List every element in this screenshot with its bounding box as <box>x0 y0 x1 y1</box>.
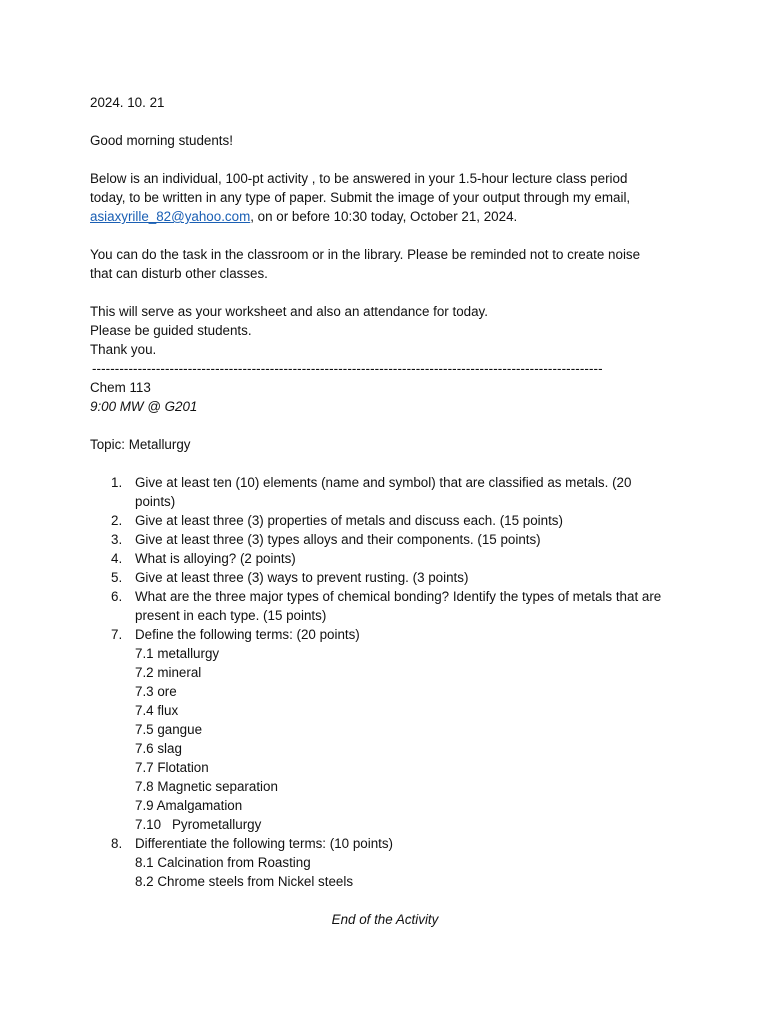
list-item <box>90 834 670 891</box>
differentiate-item: 8.2 Chrome steels from Nickel steels <box>135 874 354 889</box>
document-date: 2024. 10. 21 <box>90 95 165 110</box>
term-item: 7.2 mineral <box>135 665 202 680</box>
item-number: 6. <box>111 589 123 604</box>
term-item: 7.4 flux <box>135 703 179 718</box>
location-line-1: You can do the task in the classroom or in the library. Please be reminded not to create noise <box>90 247 641 262</box>
end-of-activity: End of the Activity <box>331 912 439 927</box>
term-item: 7.3 ore <box>135 684 177 699</box>
item-text: What is alloying? (2 points) <box>135 551 296 566</box>
separator-line: ---------------------------------------------------------------------------------------------------------------- <box>92 361 603 376</box>
intro-line-3-rest: , on or before 10:30 today, October 21, 2024. <box>250 209 518 224</box>
term-item: 7.9 Amalgamation <box>135 798 243 813</box>
item-number: 5. <box>111 570 123 585</box>
term-item: 7.6 slag <box>135 741 182 756</box>
course-code: Chem 113 <box>90 380 151 395</box>
list-item <box>90 511 670 530</box>
class-schedule: 9:00 MW @ G201 <box>90 399 198 414</box>
location-line-2: that can disturb other classes. <box>90 266 268 281</box>
intro-line-1: Below is an individual, 100-pt activity , to be answered in your 1.5-hour lecture class period <box>90 171 628 186</box>
closing-paragraph <box>90 302 680 359</box>
item-text: Give at least three (3) ways to prevent rusting. (3 points) <box>135 570 469 585</box>
term-text: Pyrometallurgy <box>172 817 262 832</box>
intro-line-3 <box>90 207 680 226</box>
greeting: Good morning students! <box>90 133 233 148</box>
term-item: 7.7 Flotation <box>135 760 209 775</box>
list-item <box>90 625 670 834</box>
list-item <box>90 587 670 625</box>
topic: Topic: Metallurgy <box>90 437 191 452</box>
item-number: 4. <box>111 551 123 566</box>
item-number: 8. <box>111 836 123 851</box>
item-text: Define the following terms: (20 points) <box>135 627 360 642</box>
closing-line-2: Please be guided students. <box>90 323 252 338</box>
location-paragraph <box>90 245 680 283</box>
list-item <box>90 530 670 549</box>
list-item <box>90 473 670 511</box>
item-number: 7. <box>111 627 123 642</box>
term-item <box>135 815 670 834</box>
term-item: 7.8 Magnetic separation <box>135 779 278 794</box>
intro-paragraph <box>90 169 680 226</box>
list-item <box>90 568 670 587</box>
intro-line-2: today, to be written in any type of paper. Submit the image of your output through my email, <box>90 190 631 205</box>
item-text: Differentiate the following terms: (10 points) <box>135 836 394 851</box>
terms-list <box>135 644 670 834</box>
item-number: 3. <box>111 532 123 547</box>
item-text: Give at least ten (10) elements (name and symbol) that are classified as metals. (20 points) <box>135 475 632 509</box>
email-link[interactable]: asiaxyrille_82@yahoo.com <box>90 209 251 224</box>
term-item: 7.5 gangue <box>135 722 203 737</box>
term-item: 7.1 metallurgy <box>135 646 220 661</box>
term-number: 7.10 <box>135 817 162 832</box>
item-number: 2. <box>111 513 123 528</box>
closing-line-1: This will serve as your worksheet and also an attendance for today. <box>90 304 488 319</box>
differentiate-list <box>135 853 670 891</box>
item-text: Give at least three (3) properties of metals and discuss each. (15 points) <box>135 513 563 528</box>
closing-line-3: Thank you. <box>90 342 157 357</box>
item-text: Give at least three (3) types alloys and their components. (15 points) <box>135 532 541 547</box>
document-page <box>90 93 680 929</box>
list-item <box>90 549 670 568</box>
activity-list <box>90 473 680 891</box>
differentiate-item: 8.1 Calcination from Roasting <box>135 855 311 870</box>
item-number: 1. <box>111 475 123 490</box>
item-text: What are the three major types of chemical bonding? Identify the types of metals that are present in each type. (15 points) <box>135 589 662 623</box>
